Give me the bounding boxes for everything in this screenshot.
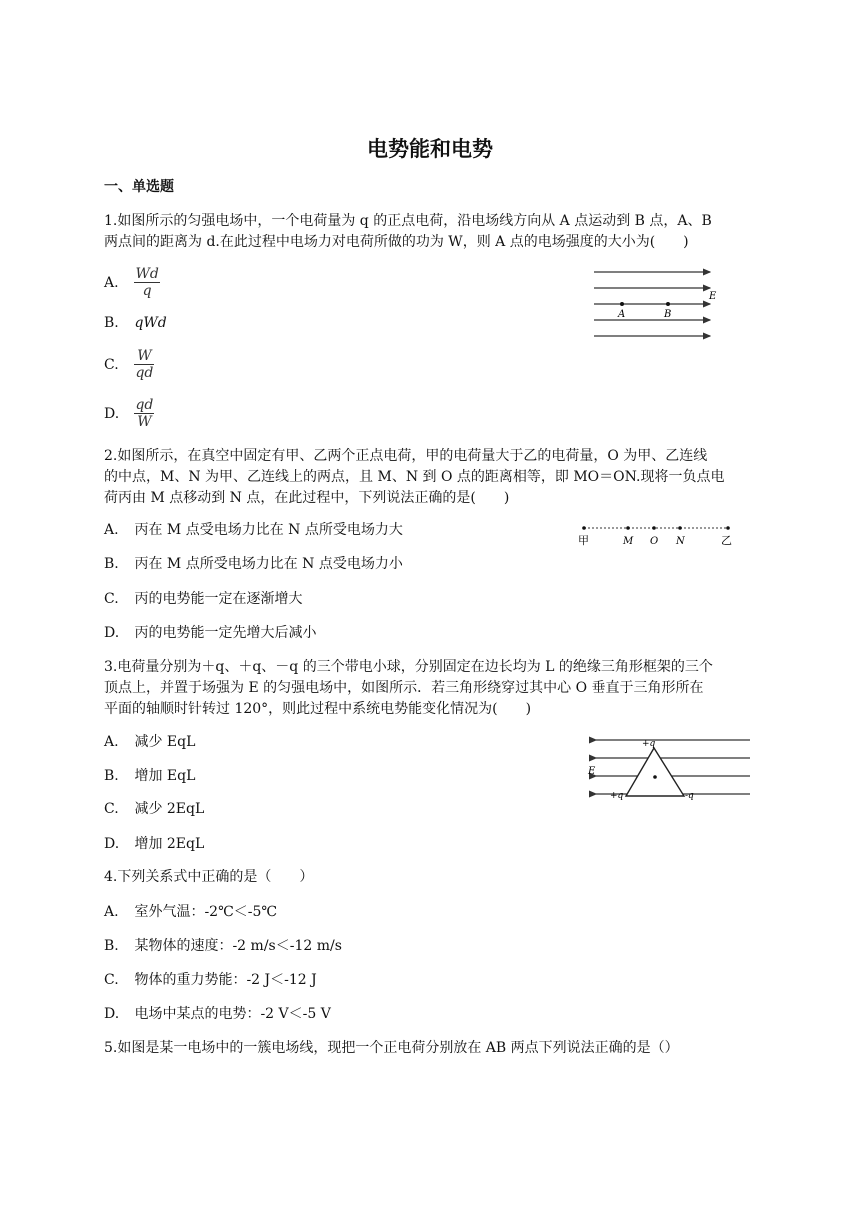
option-label: A. [104, 734, 119, 750]
q4-stem: 4.下列关系式中正确的是（ ） [104, 869, 314, 885]
option-label: D. [104, 1006, 120, 1022]
q5-stem: 5.如图是某一电场中的一簇电场线，现把一个正电荷分别放在 AB 两点下列说法正确的是（） [104, 1040, 679, 1056]
q2-charges-figure [574, 518, 744, 552]
q3-stem-line3: 平面的轴顺时针转过 120°，则此过程中系统电势能变化情况为( ) [104, 701, 532, 717]
q3-triangle-figure [584, 734, 754, 808]
q1-option-c[interactable] [104, 348, 154, 381]
option-label: A. [104, 274, 119, 291]
fraction: $\frac{W}{qd}$ [135, 348, 154, 381]
option-text: 减少 2EqL [134, 801, 205, 817]
label-n: N [676, 536, 685, 547]
field-e-label: E [588, 766, 596, 777]
label-m: M [623, 536, 634, 547]
q1-field-figure [590, 264, 725, 346]
option-label: B. [104, 315, 119, 331]
top-charge-label: +q [642, 739, 656, 749]
option-label: C. [104, 356, 119, 373]
option-text: 电场中某点的电势：-2 V＜-5 V [134, 1006, 331, 1022]
option-text: 增加 EqL [134, 768, 196, 784]
option-label: B. [104, 768, 119, 784]
q1-option-b[interactable] [104, 315, 167, 331]
option-label: D. [104, 836, 120, 852]
right-charge-label: -q [685, 791, 694, 801]
option-text: 室外气温：-2℃＜-5℃ [134, 904, 278, 920]
option-label: C. [104, 801, 119, 817]
q3-option-a[interactable] [104, 731, 195, 751]
option-label: C. [104, 591, 119, 607]
option-label: B. [104, 938, 119, 954]
q3-option-d[interactable] [104, 833, 204, 853]
option-text: qWd [134, 315, 167, 331]
point-b-label: B [664, 309, 672, 320]
option-label: A. [104, 522, 119, 538]
label-jia: 甲 [578, 534, 589, 547]
option-text: 丙的电势能一定先增大后减小 [134, 625, 317, 641]
q1-stem-line2: 两点间的距离为 d.在此过程中电场力对电荷所做的功为 W，则 A 点的电场强度的大小为( ) [104, 234, 689, 250]
q4-option-a[interactable] [104, 901, 277, 921]
point-a-label: A [618, 309, 626, 320]
fraction: $\frac{qd}{W}$ [135, 397, 154, 430]
q1-option-d[interactable] [104, 397, 154, 430]
q2-option-a[interactable] [104, 519, 403, 539]
q2-stem-line2: 的中点，M、N 为甲、乙连线上的两点，且 M、N 到 O 点的距离相等，即 MO＝ON.现将一负点电 [104, 469, 725, 485]
page-title: 电势能和电势 [367, 137, 493, 161]
fraction: $\frac{Wd}{q}$ [135, 266, 159, 299]
q3-stem-line1: 3.电荷量分别为＋q、＋q、－q 的三个带电小球，分别固定在边长均为 L 的绝缘三角形框架的三个 [104, 659, 713, 675]
option-label: B. [104, 556, 119, 572]
option-text: 丙在 M 点所受电场力比在 N 点受电场力小 [134, 556, 403, 572]
option-label: C. [104, 972, 119, 988]
q3-option-c[interactable] [104, 798, 204, 818]
q2-option-c[interactable] [104, 588, 302, 608]
option-label: A. [104, 904, 119, 920]
q3-stem-line2: 顶点上，并置于场强为 E 的匀强电场中，如图所示．若三角形绕穿过其中心 O 垂直于三角形所在 [104, 680, 704, 696]
section-heading: 一、单选题 [104, 179, 174, 195]
q2-stem-line1: 2.如图所示，在真空中固定有甲、乙两个正点电荷，甲的电荷量大于乙的电荷量，O 为甲、乙连线 [104, 448, 708, 464]
option-text: 丙的电势能一定在逐渐增大 [134, 591, 303, 607]
option-text: 增加 2EqL [134, 836, 205, 852]
option-text: 减少 EqL [134, 734, 196, 750]
q3-option-b[interactable] [104, 765, 195, 785]
label-o: O [650, 536, 659, 547]
q4-option-d[interactable] [104, 1003, 331, 1023]
q4-option-b[interactable] [104, 935, 342, 955]
q4-option-c[interactable] [104, 969, 317, 989]
q2-option-b[interactable] [104, 553, 403, 573]
field-e-label: E [709, 291, 717, 302]
option-label: D. [104, 405, 120, 422]
label-yi: 乙 [721, 534, 732, 547]
q1-stem-line1: 1.如图所示的匀强电场中，一个电荷量为 q 的正点电荷，沿电场线方向从 A 点运动到 B 点，A、B [104, 213, 712, 229]
option-text: 丙在 M 点受电场力比在 N 点所受电场力大 [134, 522, 403, 538]
option-label: D. [104, 625, 120, 641]
q2-stem-line3: 荷丙由 M 点移动到 N 点，在此过程中，下列说法正确的是( ) [104, 490, 510, 506]
q2-option-d[interactable] [104, 622, 316, 642]
q1-option-a[interactable] [104, 266, 160, 299]
option-text: 某物体的速度：-2 m/s＜-12 m/s [134, 938, 342, 954]
option-text: 物体的重力势能：-2 J＜-12 J [134, 972, 317, 988]
left-charge-label: +q [610, 791, 624, 801]
